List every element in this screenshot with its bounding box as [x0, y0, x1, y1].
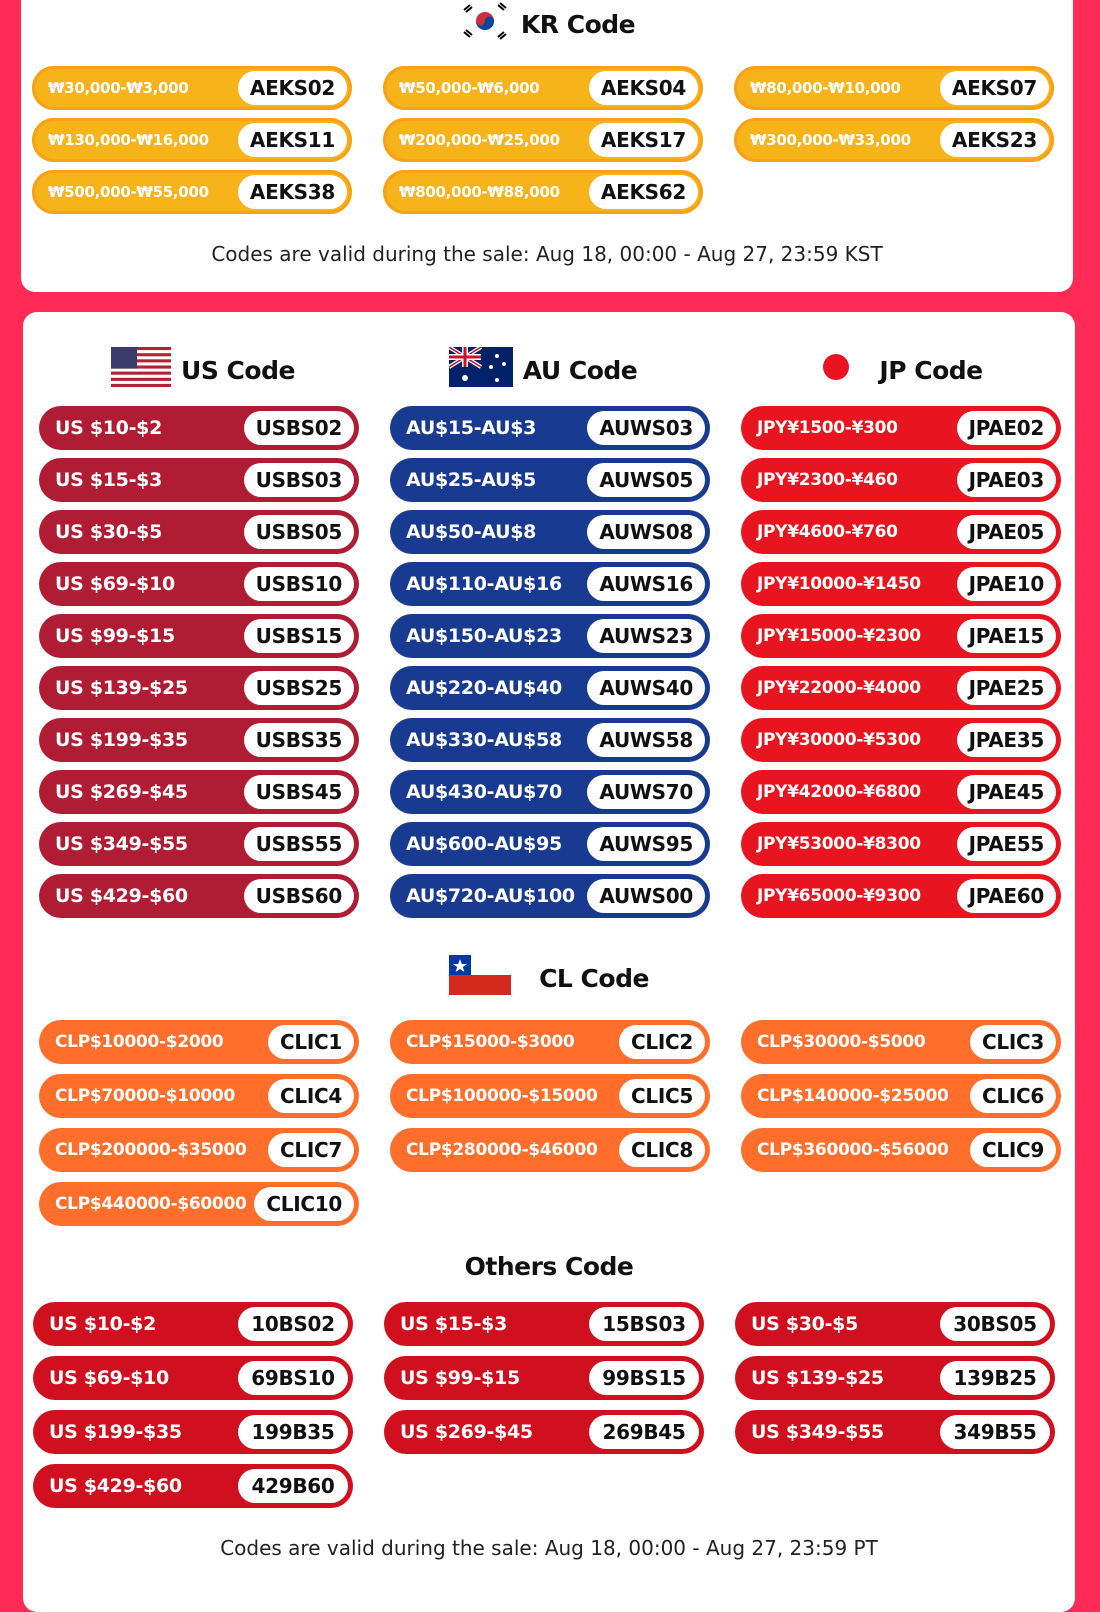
kr-code-pill[interactable] — [383, 66, 703, 110]
kr-price-range: ₩500,000-₩55,000 — [48, 183, 209, 201]
us-title: US Code — [181, 355, 295, 385]
us-promo-code[interactable]: USBS55 — [244, 827, 354, 861]
us-price-range: US $10-$2 — [55, 417, 163, 439]
cl-price-range: CLP$360000-$56000 — [757, 1140, 949, 1160]
jp-promo-code[interactable]: JPAE10 — [957, 567, 1056, 601]
us-code-pill[interactable] — [39, 510, 359, 554]
cl-promo-code[interactable]: CLIC2 — [619, 1025, 705, 1059]
cl-code-pill[interactable] — [39, 1128, 359, 1172]
us-code-list — [39, 406, 359, 926]
others-validity-note: Codes are valid during the sale: Aug 18, 00:00 - Aug 27, 23:59 PT — [220, 1536, 878, 1560]
kr-price-range: ₩80,000-₩10,000 — [750, 79, 901, 97]
kr-promo-code[interactable]: AEKS17 — [589, 123, 698, 157]
others-promo-code[interactable]: 199B35 — [238, 1415, 348, 1449]
kr-price-range: ₩300,000-₩33,000 — [750, 131, 911, 149]
jp-code-pill[interactable] — [741, 770, 1061, 814]
others-code-pill[interactable] — [735, 1302, 1055, 1346]
us-price-range: US $139-$25 — [55, 677, 188, 699]
au-promo-code[interactable]: AUWS40 — [587, 671, 705, 705]
jp-price-range: JPY¥2300-¥460 — [757, 470, 898, 490]
others-code-pill[interactable] — [735, 1410, 1055, 1454]
kr-code-pill[interactable] — [734, 66, 1054, 110]
au-price-range: AU$25-AU$5 — [406, 469, 537, 491]
kr-code-pill[interactable] — [383, 118, 703, 162]
cl-promo-code[interactable]: CLIC5 — [619, 1079, 705, 1113]
kr-validity-note: Codes are valid during the sale: Aug 18, 00:00 - Aug 27, 23:59 KST — [211, 242, 883, 266]
jp-code-pill[interactable] — [741, 406, 1061, 450]
au-price-range: AU$720-AU$100 — [406, 885, 575, 907]
au-section-title — [443, 348, 643, 392]
jp-price-range: JPY¥30000-¥5300 — [757, 730, 921, 750]
jp-price-range: JPY¥42000-¥6800 — [757, 782, 921, 802]
au-promo-code[interactable]: AUWS95 — [587, 827, 705, 861]
jp-promo-code[interactable]: JPAE35 — [957, 723, 1056, 757]
jp-promo-code[interactable]: JPAE15 — [957, 619, 1056, 653]
cl-price-range: CLP$280000-$46000 — [406, 1140, 598, 1160]
au-code-list — [390, 406, 710, 926]
us-promo-code[interactable]: USBS02 — [244, 411, 354, 445]
jp-promo-code[interactable]: JPAE02 — [957, 411, 1056, 445]
au-promo-code[interactable]: AUWS08 — [587, 515, 705, 549]
cl-promo-code[interactable]: CLIC8 — [619, 1133, 705, 1167]
jp-code-pill[interactable] — [741, 666, 1061, 710]
us-price-range: US $199-$35 — [55, 729, 188, 751]
kr-title: KR Code — [520, 9, 636, 39]
cl-promo-code[interactable]: CLIC4 — [268, 1079, 354, 1113]
jp-price-range: JPY¥22000-¥4000 — [757, 678, 921, 698]
cl-promo-code[interactable]: CLIC9 — [970, 1133, 1056, 1167]
jp-price-range: JPY¥10000-¥1450 — [757, 574, 921, 594]
others-price-range: US $199-$35 — [49, 1421, 182, 1443]
cl-column — [390, 1020, 710, 1182]
us-code-pill[interactable] — [39, 614, 359, 658]
others-price-range: US $10-$2 — [49, 1313, 157, 1335]
kr-code-card — [21, 0, 1073, 292]
others-price-range: US $429-$60 — [49, 1475, 182, 1497]
others-code-pill[interactable] — [33, 1356, 353, 1400]
au-flag-icon — [449, 347, 513, 393]
jp-code-list — [741, 406, 1061, 926]
cl-code-pill[interactable] — [390, 1128, 710, 1172]
kr-column — [383, 66, 703, 222]
others-code-pill[interactable] — [33, 1464, 353, 1508]
us-promo-code[interactable]: USBS60 — [244, 879, 354, 913]
us-code-pill[interactable] — [39, 718, 359, 762]
au-code-pill[interactable] — [390, 614, 710, 658]
kr-column — [734, 66, 1054, 170]
kr-section-title — [21, 4, 1073, 44]
us-price-range: US $15-$3 — [55, 469, 163, 491]
kr-price-range: ₩200,000-₩25,000 — [399, 131, 560, 149]
au-price-range: AU$430-AU$70 — [406, 781, 562, 803]
kr-price-range: ₩50,000-₩6,000 — [399, 79, 540, 97]
kr-code-grid — [32, 66, 1062, 226]
au-code-pill[interactable] — [390, 510, 710, 554]
cl-price-range: CLP$30000-$5000 — [757, 1032, 926, 1052]
cl-code-grid — [39, 1020, 1069, 1230]
others-code-pill[interactable] — [735, 1356, 1055, 1400]
cl-code-pill[interactable] — [741, 1074, 1061, 1118]
jp-section-title — [803, 348, 1003, 392]
us-promo-code[interactable]: USBS15 — [244, 619, 354, 653]
au-promo-code[interactable]: AUWS03 — [587, 411, 705, 445]
au-price-range: AU$600-AU$95 — [406, 833, 562, 855]
kr-code-pill[interactable] — [32, 170, 352, 214]
us-price-range: US $429-$60 — [55, 885, 188, 907]
jp-price-range: JPY¥65000-¥9300 — [757, 886, 921, 906]
au-price-range: AU$110-AU$16 — [406, 573, 562, 595]
au-code-pill[interactable] — [390, 666, 710, 710]
jp-code-pill[interactable] — [741, 562, 1061, 606]
cl-price-range: CLP$10000-$2000 — [55, 1032, 224, 1052]
jp-flag-icon — [823, 354, 849, 386]
kr-price-range: ₩30,000-₩3,000 — [48, 79, 189, 97]
us-code-pill[interactable] — [39, 874, 359, 918]
au-code-pill[interactable] — [390, 822, 710, 866]
cl-flag-icon — [449, 955, 511, 1001]
others-promo-code[interactable]: 10BS02 — [238, 1307, 348, 1341]
others-code-pill[interactable] — [33, 1302, 353, 1346]
cl-code-pill[interactable] — [39, 1074, 359, 1118]
us-price-range: US $269-$45 — [55, 781, 188, 803]
others-section-title — [23, 1244, 1075, 1288]
au-promo-code[interactable]: AUWS05 — [587, 463, 705, 497]
others-code-pill[interactable] — [384, 1302, 704, 1346]
jp-promo-code[interactable]: JPAE05 — [957, 515, 1056, 549]
others-column — [735, 1302, 1055, 1464]
au-price-range: AU$50-AU$8 — [406, 521, 537, 543]
cl-promo-code[interactable]: CLIC1 — [268, 1025, 354, 1059]
us-code-pill[interactable] — [39, 458, 359, 502]
kr-promo-code[interactable]: AEKS38 — [238, 175, 347, 209]
cl-promo-code[interactable]: CLIC3 — [970, 1025, 1056, 1059]
au-title: AU Code — [522, 355, 638, 385]
cl-price-range: CLP$15000-$3000 — [406, 1032, 575, 1052]
jp-promo-code[interactable]: JPAE60 — [957, 879, 1056, 913]
kr-code-pill[interactable] — [383, 170, 703, 214]
au-code-pill[interactable] — [390, 718, 710, 762]
us-promo-code[interactable]: USBS03 — [244, 463, 354, 497]
others-promo-code[interactable]: 139B25 — [940, 1361, 1050, 1395]
au-code-pill[interactable] — [390, 562, 710, 606]
us-code-pill[interactable] — [39, 666, 359, 710]
jp-promo-code[interactable]: JPAE45 — [957, 775, 1056, 809]
au-price-range: AU$15-AU$3 — [406, 417, 537, 439]
cl-section-title — [23, 956, 1075, 1000]
cl-title: CL Code — [539, 963, 649, 993]
au-promo-code[interactable]: AUWS58 — [587, 723, 705, 757]
jp-price-range: JPY¥53000-¥8300 — [757, 834, 921, 854]
au-price-range: AU$330-AU$58 — [406, 729, 562, 751]
kr-promo-code[interactable]: AEKS62 — [589, 175, 698, 209]
others-promo-code[interactable]: 69BS10 — [238, 1361, 348, 1395]
cl-column — [741, 1020, 1061, 1182]
others-code-pill[interactable] — [384, 1410, 704, 1454]
cl-code-pill[interactable] — [741, 1128, 1061, 1172]
us-code-pill[interactable] — [39, 822, 359, 866]
jp-promo-code[interactable]: JPAE03 — [957, 463, 1056, 497]
jp-code-pill[interactable] — [741, 718, 1061, 762]
cl-code-pill[interactable] — [39, 1020, 359, 1064]
kr-promo-code[interactable]: AEKS23 — [940, 123, 1049, 157]
au-promo-code[interactable]: AUWS23 — [587, 619, 705, 653]
others-promo-code[interactable]: 269B45 — [589, 1415, 699, 1449]
us-promo-code[interactable]: USBS35 — [244, 723, 354, 757]
jp-price-range: JPY¥1500-¥300 — [757, 418, 898, 438]
kr-promo-code[interactable]: AEKS11 — [238, 123, 347, 157]
kr-promo-code[interactable]: AEKS07 — [940, 71, 1049, 105]
us-price-range: US $99-$15 — [55, 625, 175, 647]
cl-code-pill[interactable] — [390, 1020, 710, 1064]
kr-promo-code[interactable]: AEKS02 — [238, 71, 347, 105]
jp-price-range: JPY¥4600-¥760 — [757, 522, 898, 542]
others-promo-code[interactable]: 349B55 — [940, 1415, 1050, 1449]
cl-promo-code[interactable]: CLIC6 — [970, 1079, 1056, 1113]
us-code-pill[interactable] — [39, 562, 359, 606]
cl-price-range: CLP$70000-$10000 — [55, 1086, 235, 1106]
au-promo-code[interactable]: AUWS00 — [587, 879, 705, 913]
others-promo-code[interactable]: 429B60 — [238, 1469, 348, 1503]
cl-promo-code[interactable]: CLIC7 — [268, 1133, 354, 1167]
others-code-grid — [33, 1302, 1063, 1522]
au-code-pill[interactable] — [390, 874, 710, 918]
au-promo-code[interactable]: AUWS16 — [587, 567, 705, 601]
kr-promo-code[interactable]: AEKS04 — [589, 71, 698, 105]
us-code-pill[interactable] — [39, 406, 359, 450]
us-promo-code[interactable]: USBS25 — [244, 671, 354, 705]
jp-code-pill[interactable] — [741, 510, 1061, 554]
cl-promo-code[interactable]: CLIC10 — [254, 1187, 354, 1221]
cl-code-pill[interactable] — [390, 1074, 710, 1118]
kr-flag-icon — [459, 2, 511, 46]
cl-column — [39, 1020, 359, 1236]
au-promo-code[interactable]: AUWS70 — [587, 775, 705, 809]
others-code-pill[interactable] — [384, 1356, 704, 1400]
others-price-range: US $269-$45 — [400, 1421, 533, 1443]
others-price-range: US $99-$15 — [400, 1367, 520, 1389]
au-code-pill[interactable] — [390, 770, 710, 814]
jp-price-range: JPY¥15000-¥2300 — [757, 626, 921, 646]
others-price-range: US $139-$25 — [751, 1367, 884, 1389]
cl-price-range: CLP$440000-$60000 — [55, 1194, 247, 1214]
au-price-range: AU$220-AU$40 — [406, 677, 562, 699]
kr-code-pill[interactable] — [32, 118, 352, 162]
cl-price-range: CLP$200000-$35000 — [55, 1140, 247, 1160]
us-price-range: US $349-$55 — [55, 833, 188, 855]
others-column — [33, 1302, 353, 1518]
jp-promo-code[interactable]: JPAE25 — [957, 671, 1056, 705]
us-au-jp-grid — [39, 406, 1069, 926]
us-price-range: US $30-$5 — [55, 521, 163, 543]
us-flag-icon — [111, 347, 171, 393]
others-column — [384, 1302, 704, 1464]
kr-price-range: ₩130,000-₩16,000 — [48, 131, 209, 149]
others-price-range: US $349-$55 — [751, 1421, 884, 1443]
us-promo-code[interactable]: USBS45 — [244, 775, 354, 809]
au-code-pill[interactable] — [390, 406, 710, 450]
kr-column — [32, 66, 352, 222]
others-code-pill[interactable] — [33, 1410, 353, 1454]
others-title: Others Code — [464, 1251, 634, 1281]
others-promo-code[interactable]: 99BS15 — [589, 1361, 699, 1395]
cl-price-range: CLP$100000-$15000 — [406, 1086, 598, 1106]
us-code-pill[interactable] — [39, 770, 359, 814]
au-code-pill[interactable] — [390, 458, 710, 502]
others-promo-code[interactable]: 30BS05 — [940, 1307, 1050, 1341]
jp-code-pill[interactable] — [741, 874, 1061, 918]
us-section-title — [103, 348, 303, 392]
us-promo-code[interactable]: USBS10 — [244, 567, 354, 601]
kr-code-pill[interactable] — [734, 118, 1054, 162]
others-price-range: US $69-$10 — [49, 1367, 169, 1389]
cl-price-range: CLP$140000-$25000 — [757, 1086, 949, 1106]
jp-title: JP Code — [879, 355, 983, 385]
us-price-range: US $69-$10 — [55, 573, 175, 595]
au-price-range: AU$150-AU$23 — [406, 625, 562, 647]
others-price-range: US $30-$5 — [751, 1313, 859, 1335]
kr-code-pill[interactable] — [32, 66, 352, 110]
jp-promo-code[interactable]: JPAE55 — [957, 827, 1056, 861]
kr-price-range: ₩800,000-₩88,000 — [399, 183, 560, 201]
us-promo-code[interactable]: USBS05 — [244, 515, 354, 549]
others-promo-code[interactable]: 15BS03 — [589, 1307, 699, 1341]
cl-code-pill[interactable] — [39, 1182, 359, 1226]
jp-code-pill[interactable] — [741, 458, 1061, 502]
codes-card — [23, 312, 1075, 1612]
others-price-range: US $15-$3 — [400, 1313, 508, 1335]
jp-code-pill[interactable] — [741, 822, 1061, 866]
jp-code-pill[interactable] — [741, 614, 1061, 658]
cl-code-pill[interactable] — [741, 1020, 1061, 1064]
